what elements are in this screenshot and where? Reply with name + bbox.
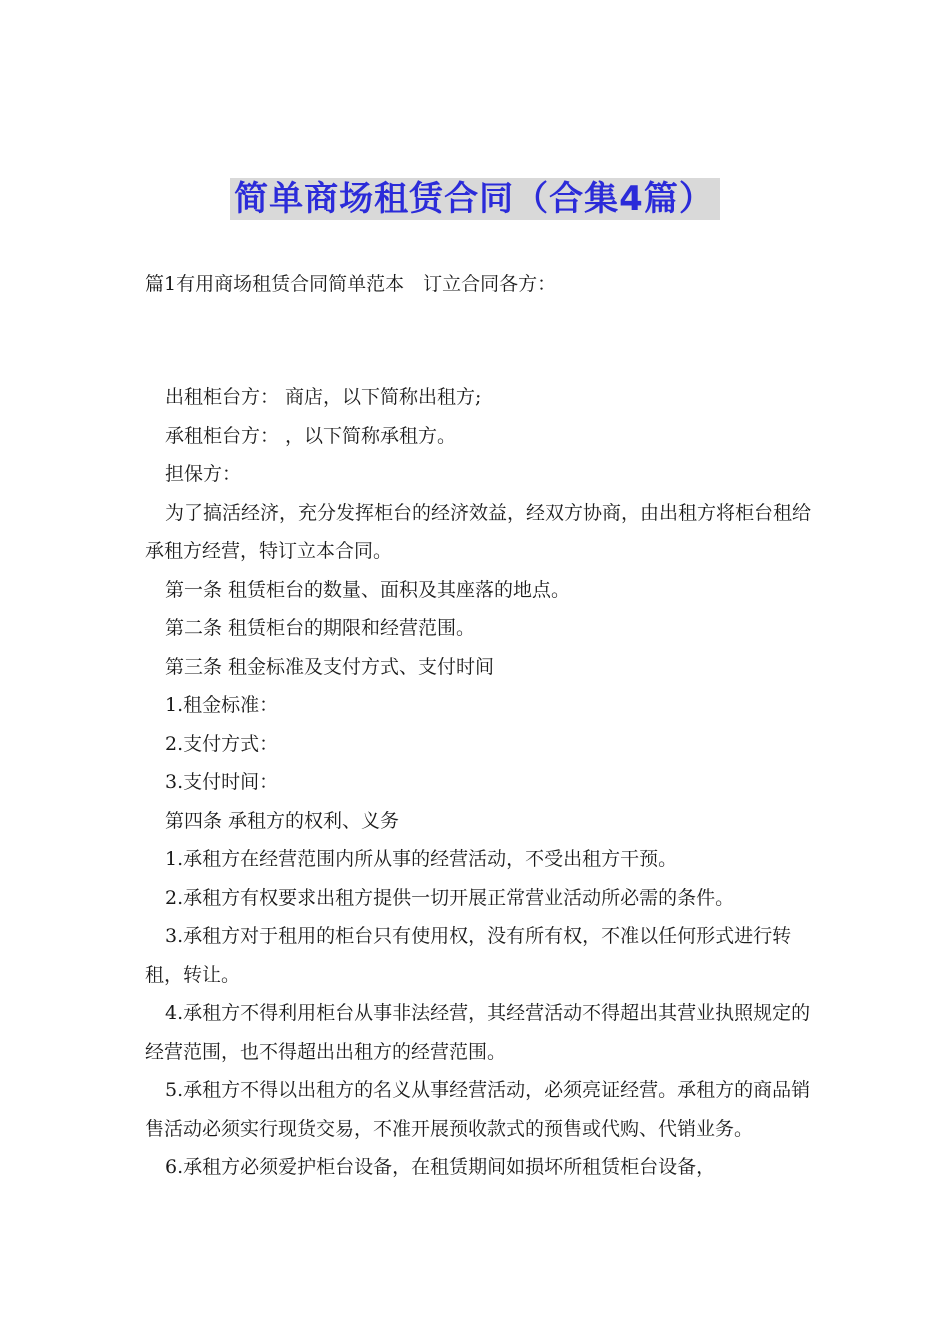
document-body — [145, 378, 815, 1187]
paragraph: 承租柜台方： ，以下简称承租方。 — [165, 424, 457, 447]
paragraph: 第三条 租金标准及支付方式、支付时间 — [165, 655, 495, 678]
paragraph: 为了搞活经济，充分发挥柜台的经济效益，经双方协商，由出租方将柜台租给承租方经营，特订立本合同。 — [145, 501, 812, 562]
paragraph: 2.支付方式： — [165, 732, 279, 755]
paragraph: 出租柜台方： 商店，以下简称出租方; — [165, 386, 482, 408]
paragraph: 1.租金标准： — [165, 694, 279, 716]
title-container — [0, 178, 950, 220]
paragraph: 第四条 承租方的权利、义务 — [165, 809, 400, 832]
paragraph: 6.承租方必须爱护柜台设备，在租赁期间如损坏所租赁柜台设备， — [165, 1156, 716, 1178]
paragraph: 3.支付时间： — [165, 771, 279, 793]
paragraph: 第一条 租赁柜台的数量、面积及其座落的地点。 — [165, 578, 571, 601]
section-heading: 篇1有用商场租赁合同简单范本 订立合同各方： — [145, 273, 557, 295]
document-title: 简单商场租赁合同（合集4篇） — [230, 178, 720, 220]
paragraph: 第二条 租赁柜台的期限和经营范围。 — [165, 617, 476, 639]
paragraph: 担保方： — [165, 463, 242, 485]
paragraph: 4.承租方不得利用柜台从事非法经营，其经营活动不得超出其营业执照规定的经营范围，也不得超出出租方的经营范围。 — [145, 1002, 811, 1063]
paragraph: 3.承租方对于租用的柜台只有使用权，没有所有权，不准以任何形式进行转租，转让。 — [145, 925, 792, 986]
paragraph: 1.承租方在经营范围内所从事的经营活动，不受出租方干预。 — [165, 848, 678, 870]
paragraph: 5.承租方不得以出租方的名义从事经营活动，必须亮证经营。承租方的商品销售活动必须实行现货交易，不准开展预收款式的预售或代购、代销业务。 — [145, 1079, 811, 1140]
paragraph: 2.承租方有权要求出租方提供一切开展正常营业活动所必需的条件。 — [165, 886, 735, 909]
